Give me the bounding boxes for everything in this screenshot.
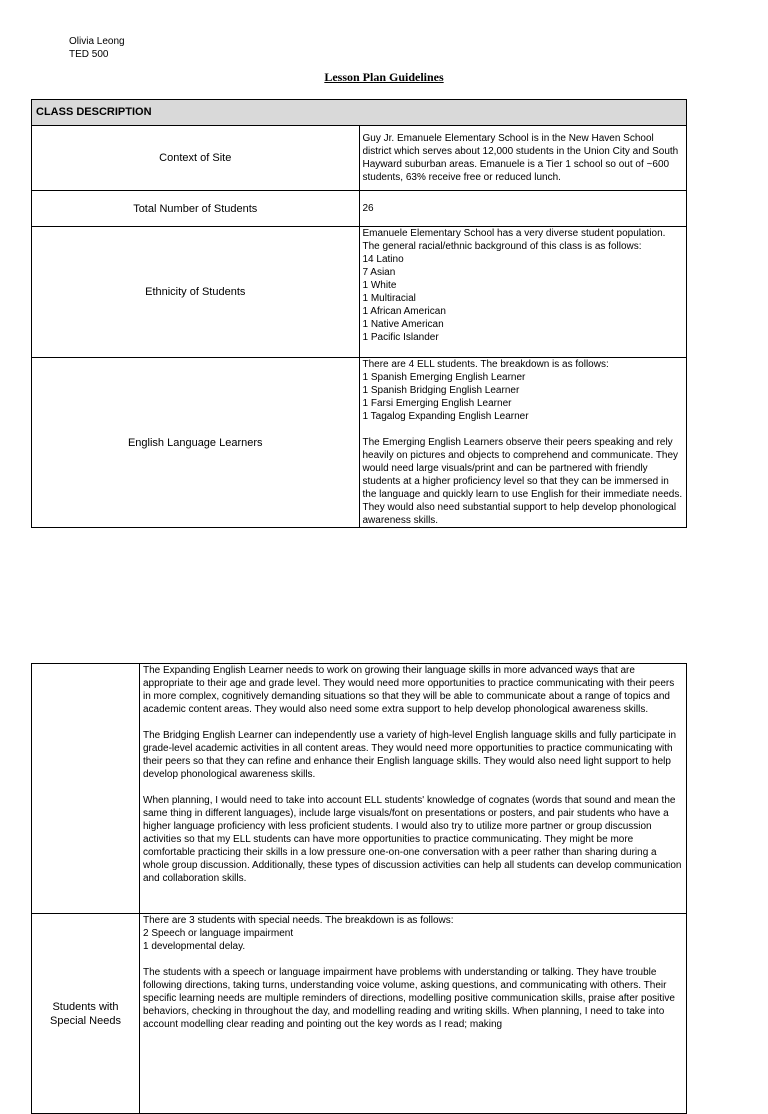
ell-line: 1 Farsi Emerging English Learner	[362, 398, 512, 409]
page-title: Lesson Plan Guidelines	[324, 70, 444, 84]
header	[69, 35, 125, 61]
ell-line: There are 4 ELL students. The breakdown is as follows:	[362, 359, 609, 370]
special-paragraph: The students with a speech or language impairment have problems with understanding or talking. They have trouble following directions, taking turns, understanding voice volume, asking questions, and communicating with others. Their specific learning needs are multiple reminders of directions, modelling positive communication skills, praise after positive behaviors, checking in throughout the day, and modelling reading and writing skills. When planning, I need to take into account modelling clear reading and pointing out the key words as I read; making	[143, 967, 675, 1030]
class-description-table-continued	[31, 663, 687, 1114]
ethnicity-line: 1 Pacific Islander	[362, 332, 439, 343]
total-value: 26	[359, 191, 687, 227]
class-description-table	[31, 99, 687, 528]
table-row-ell	[32, 358, 687, 528]
planning-paragraph: When planning, I would need to take into account ELL students' knowledge of cognates (words that sound and mean the same thing in different languages), include large visuals/font on presentations or posters, and pair students who have a higher language proficiency with less proficient students. I would also try to utilize more partner or group discussion activities so that my ELL students can have more opportunities to practice communicating. They might be more comfortable practicing their skills in a low pressure one-on-one conversation with a peer rather than sharing during a whole group discussion. Additionally, these types of discussion activities can help all students can develop communication and collaboration skills.	[143, 795, 682, 884]
ethnicity-line: The general racial/ethnic background of this class is as follows:	[362, 241, 642, 252]
ell-line: 1 Spanish Emerging English Learner	[362, 372, 526, 383]
table-row-special-needs	[32, 914, 687, 1114]
table-row-total	[32, 191, 687, 227]
ethnicity-line: 1 Multiracial	[362, 293, 416, 304]
bridging-paragraph: The Bridging English Learner can independently use a variety of high-level English language skills and fully participate in grade-level academic activities in all content areas. They would need more opportunities to practice communicating with their peers so that they can refine and enhance their English language skills. They would also need light support to help develop phonological awareness skills.	[143, 730, 677, 780]
table-row-context	[32, 126, 687, 191]
course-name: TED 500	[69, 49, 109, 60]
ethnicity-line: Emanuele Elementary School has a very diverse student population.	[362, 228, 666, 239]
ell-line: 1 Spanish Bridging English Learner	[362, 385, 520, 396]
ell-label: English Language Learners	[32, 358, 360, 528]
expanding-paragraph: The Expanding English Learner needs to work on growing their language skills in more advanced ways that are appropriate to their age and grade level. They would need more opportunities to practice communicating with their peers in more complex, cognitively demanding situations so that they will be able to communicate about a range of topics and academic content areas. They would also need some extra support to help develop phonological awareness skills.	[143, 665, 675, 715]
special-line: 1 developmental delay.	[143, 941, 246, 952]
ethnicity-line: 1 White	[362, 280, 397, 291]
context-label: Context of Site	[32, 126, 360, 191]
total-label: Total Number of Students	[32, 191, 360, 227]
ethnicity-line: 14 Latino	[362, 254, 404, 265]
ell-continued-label	[32, 664, 140, 914]
table-header-row	[32, 100, 687, 126]
ethnicity-line: 1 African American	[362, 306, 446, 317]
author-name: Olivia Leong	[69, 36, 125, 47]
table-row-ethnicity	[32, 227, 687, 358]
class-description-heading: CLASS DESCRIPTION	[32, 100, 687, 126]
ethnicity-label: Ethnicity of Students	[32, 227, 360, 358]
ethnicity-line: 1 Native American	[362, 319, 444, 330]
ell-continued-cell	[140, 664, 687, 914]
ell-paragraph: The Emerging English Learners observe their peers speaking and rely heavily on pictures and objects to comprehend and communicate. They would need large visuals/print and can be partnered with friendly students at a higher proficiency level so that they can be immersed in the language and quickly learn to use English for their immediate needs. They would also need substantial support to help develop phonological awareness skills.	[362, 437, 683, 526]
ell-cell	[359, 358, 687, 528]
ethnicity-cell	[359, 227, 687, 358]
ethnicity-line: 7 Asian	[362, 267, 396, 278]
ell-line: 1 Tagalog Expanding English Learner	[362, 411, 529, 422]
special-line: There are 3 students with special needs. The breakdown is as follows:	[143, 915, 454, 926]
table-row-ell-continued	[32, 664, 687, 914]
context-text: Guy Jr. Emanuele Elementary School is in the New Haven School district which serves about 12,000 students in the Union City and South Hayward suburban areas. Emanuele is a Tier 1 school so out of ~600 students, 63% receive free or reduced lunch.	[359, 126, 687, 191]
special-needs-label: Students with Special Needs	[32, 914, 140, 1114]
special-line: 2 Speech or language impairment	[143, 928, 294, 939]
special-needs-cell	[140, 914, 687, 1114]
